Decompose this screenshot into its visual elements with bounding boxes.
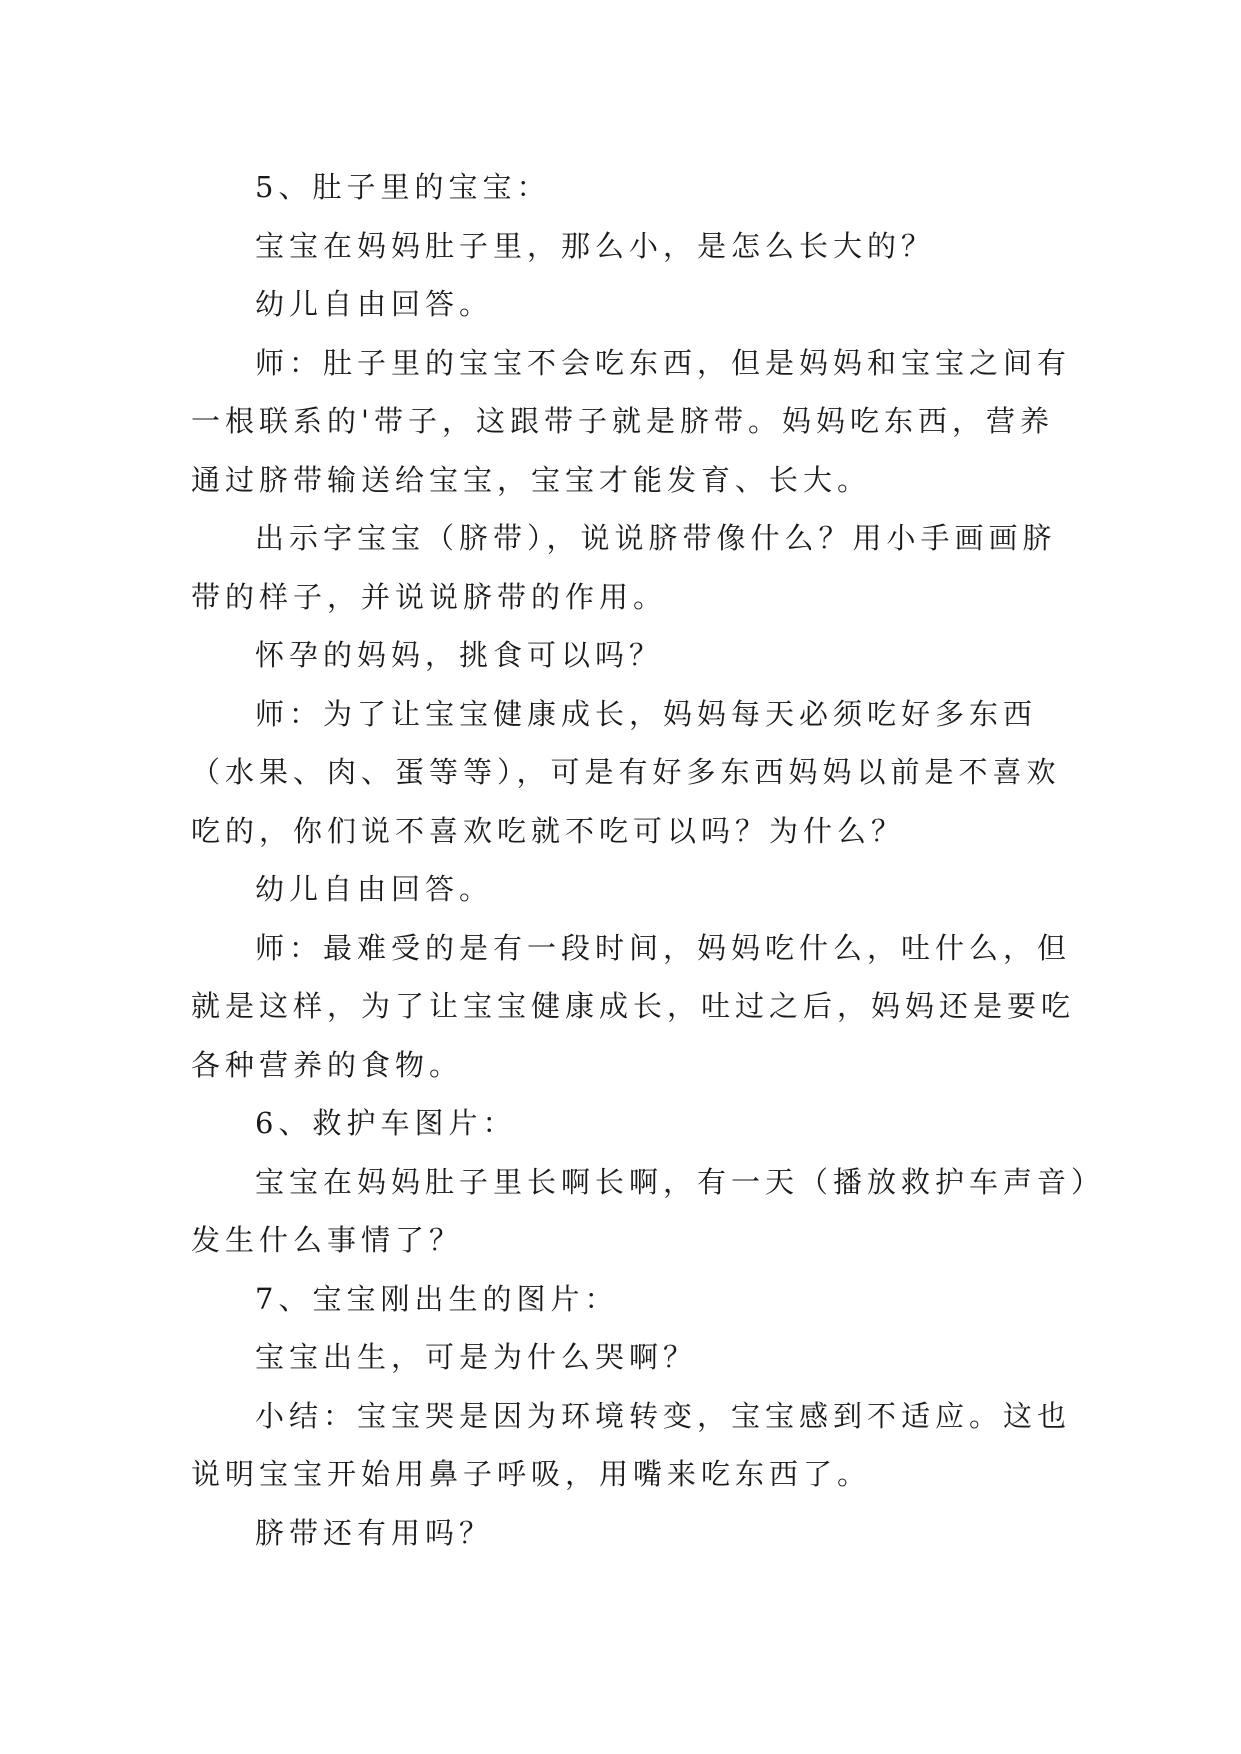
text-line: 6、救护车图片：: [255, 1106, 517, 1140]
text-line: 就是这样，为了让宝宝健康成长，吐过之后，妈妈还是要吃: [191, 989, 1076, 1023]
paragraph: [191, 919, 1076, 1095]
text-line: 师：为了让宝宝健康成长，妈妈每天必须吃好多东西: [255, 696, 1038, 731]
text-line: 通过脐带输送给宝宝，宝宝才能发育、长大。: [191, 462, 872, 497]
paragraph: [191, 158, 1061, 217]
text-line: 带的样子，并说说脐带的作用。: [191, 579, 668, 614]
document-body: [191, 158, 1106, 1562]
paragraph: [191, 1270, 1061, 1329]
paragraph: [191, 1387, 1072, 1504]
text-line: 师：肚子里的宝宝不会吃东西，但是妈妈和宝宝之间有: [255, 345, 1072, 380]
paragraph: [191, 1328, 1061, 1387]
text-line: 出示字宝宝（脐带），说说脐带像什么？用小手画画脐: [255, 521, 1057, 555]
text-line: 宝宝在妈妈肚子里，那么小，是怎么长大的？: [255, 228, 936, 263]
text-line: 怀孕的妈妈，挑食可以吗？: [255, 638, 664, 672]
text-line: 发生什么事情了？: [191, 1223, 464, 1257]
text-line: 幼儿自由回答。: [255, 287, 494, 321]
text-line: 7、宝宝刚出生的图片：: [255, 1281, 619, 1316]
text-line: （水果、肉、蛋等等），可是有好多东西妈妈以前是不喜欢: [191, 755, 1061, 789]
text-line: 说明宝宝开始用鼻子呼吸，用嘴来吃东西了。: [191, 1457, 872, 1491]
paragraph: [191, 626, 1061, 685]
text-line: 吃的，你们说不喜欢吃就不吃可以吗？为什么？: [191, 813, 906, 848]
text-line: 幼儿自由回答。: [255, 872, 494, 906]
paragraph: [191, 860, 1061, 919]
text-line: 师：最难受的是有一段时间，妈妈吃什么，吐什么，但: [255, 930, 1072, 965]
text-line: 宝宝在妈妈肚子里长啊长啊，有一天（播放救护车声音）: [255, 1164, 1106, 1199]
paragraph: [191, 1153, 1106, 1270]
paragraph: [191, 334, 1072, 510]
paragraph: [191, 1094, 1061, 1153]
paragraph: [191, 509, 1061, 626]
paragraph: [191, 217, 1061, 276]
text-line: 小结：宝宝哭是因为环境转变，宝宝感到不适应。这也: [255, 1398, 1072, 1433]
text-line: 各种营养的食物。: [191, 1047, 464, 1082]
text-line: 脐带还有用吗？: [255, 1515, 494, 1550]
paragraph: [191, 685, 1061, 861]
paragraph: [191, 1504, 1061, 1563]
text-line: 一根联系的'带子，这跟带子就是脐带。妈妈吃东西，营养: [191, 404, 1054, 438]
text-line: 5、肚子里的宝宝：: [255, 170, 551, 204]
text-line: 宝宝出生，可是为什么哭啊？: [255, 1340, 698, 1374]
paragraph: [191, 275, 1061, 334]
